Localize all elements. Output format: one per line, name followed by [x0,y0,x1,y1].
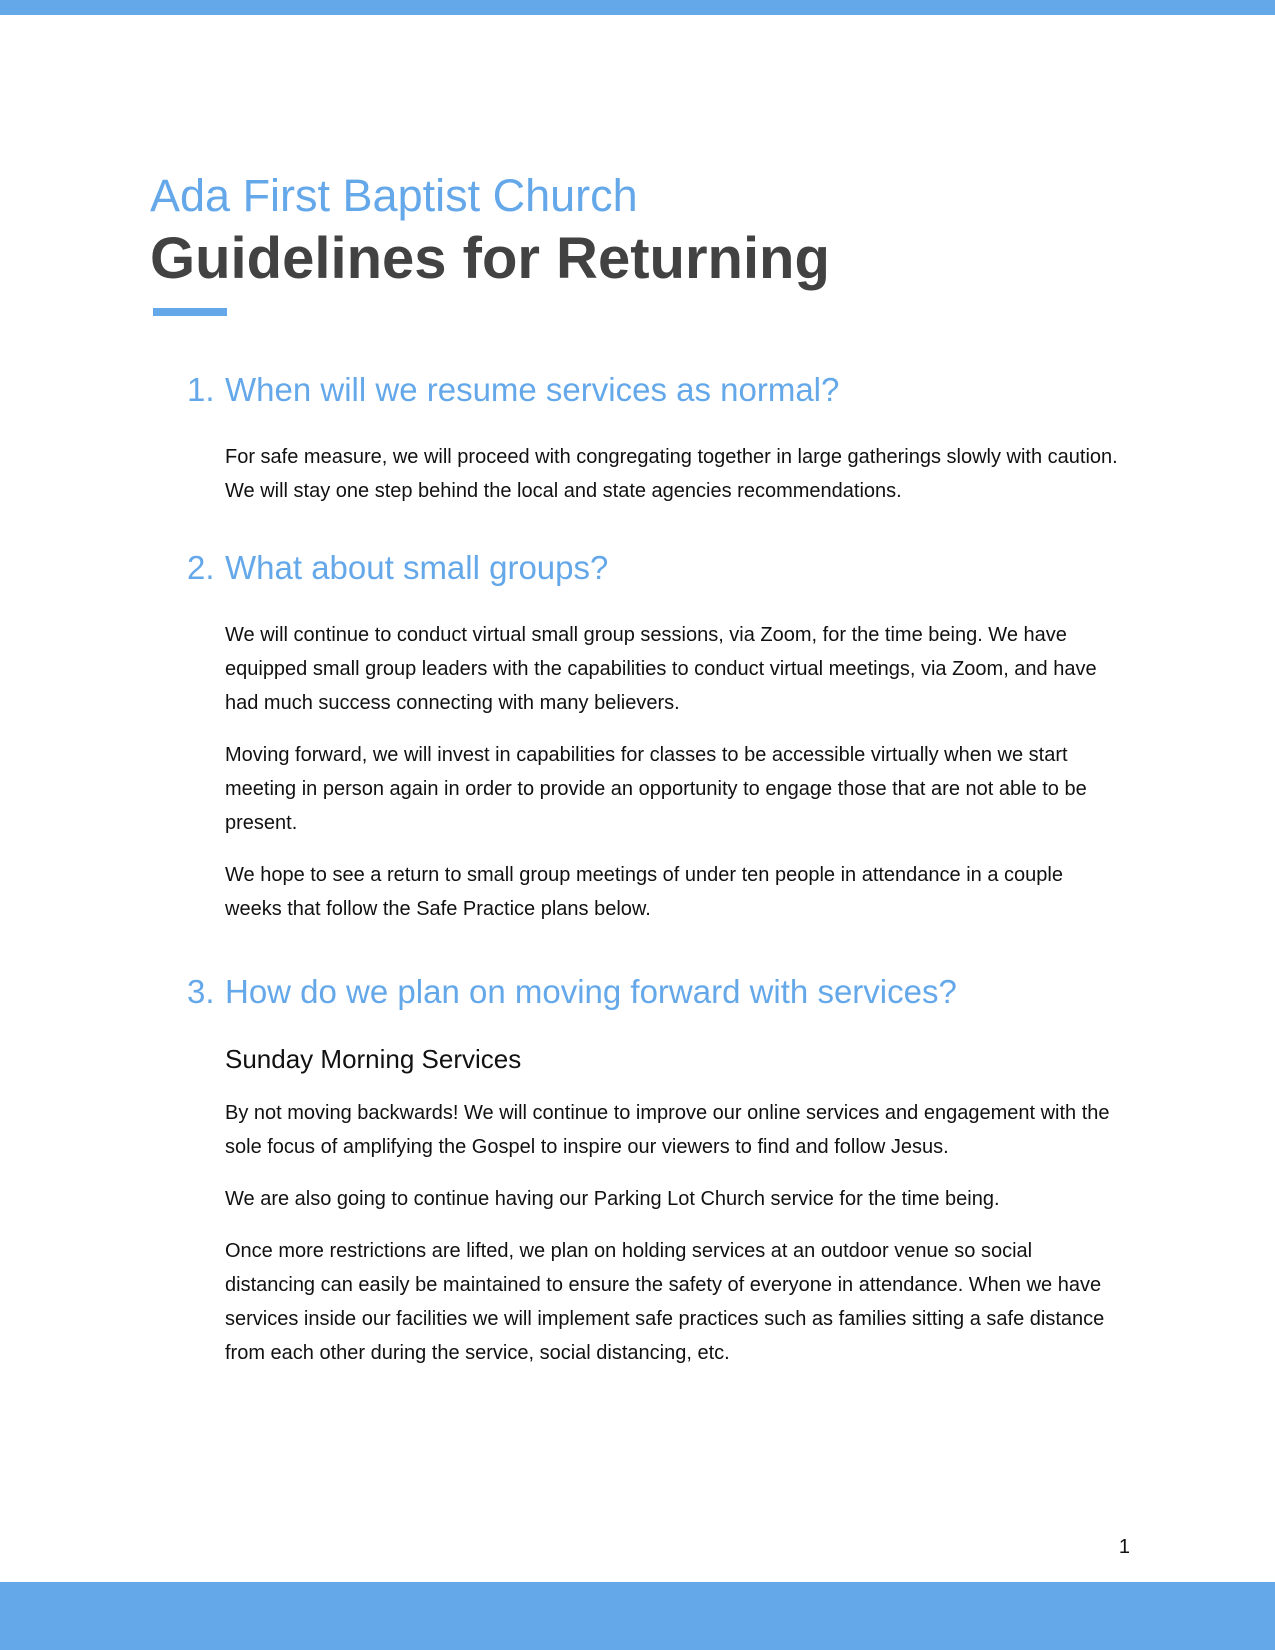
section-2-heading-text: What about small groups? [225,549,609,586]
page-number: 1 [1118,1536,1130,1558]
section-1-heading-text: When will we resume services as normal? [225,371,840,408]
section-3 [187,972,1150,1370]
section-3-heading-text: How do we plan on moving forward with services? [225,973,957,1010]
section-3-body [187,1042,1125,1370]
bottom-accent-bar [0,1582,1275,1650]
section-1-paragraph-1: For safe measure, we will proceed with congregating together in large gatherings slowly with caution. We will stay one step behind the local and state agencies recommendations. [225,446,1118,502]
top-accent-bar [0,0,1275,15]
section-1-number: 1. [187,371,215,408]
document-title: Guidelines for Returning [150,226,830,291]
section-1 [187,370,1150,508]
section-2 [187,548,1150,926]
section-3-subheading: Sunday Morning Services [225,1044,522,1074]
section-3-heading [187,972,1150,1012]
section-2-paragraph-2: Moving forward, we will invest in capabilities for classes to be accessible virtually when we start meeting in person again in order to provide an opportunity to engage those that are not able to be present. [225,744,1087,834]
section-2-heading [187,548,1150,588]
document-content [150,170,1150,1388]
section-2-paragraph-3: We hope to see a return to small group meetings of under ten people in attendance in a couple weeks that follow the Safe Practice plans below. [225,864,1063,920]
section-3-paragraph-1: By not moving backwards! We will continue to improve our online services and engagement with the sole focus of amplifying the Gospel to inspire our viewers to find and follow Jesus. [225,1102,1110,1158]
section-3-number: 3. [187,973,215,1010]
section-3-paragraph-3: Once more restrictions are lifted, we plan on holding services at an outdoor venue so social distancing can easily be maintained to ensure the safety of everyone in attendance. When we have services inside our facilities we will implement safe practices such as families sitting a safe distance from each other during the service, social distancing, etc. [225,1240,1105,1364]
org-name: Ada First Baptist Church [150,170,638,221]
section-1-body [187,440,1125,508]
section-1-heading [187,370,1150,410]
section-2-paragraph-1: We will continue to conduct virtual small group sessions, via Zoom, for the time being. We have equipped small group leaders with the capabilities to conduct virtual meetings, via Zoom, and have had much success connecting with many believers. [225,624,1097,714]
title-underline-rule [153,308,227,316]
section-3-paragraph-2: We are also going to continue having our Parking Lot Church service for the time being. [225,1188,1000,1210]
section-2-number: 2. [187,549,215,586]
section-2-body [187,618,1125,926]
